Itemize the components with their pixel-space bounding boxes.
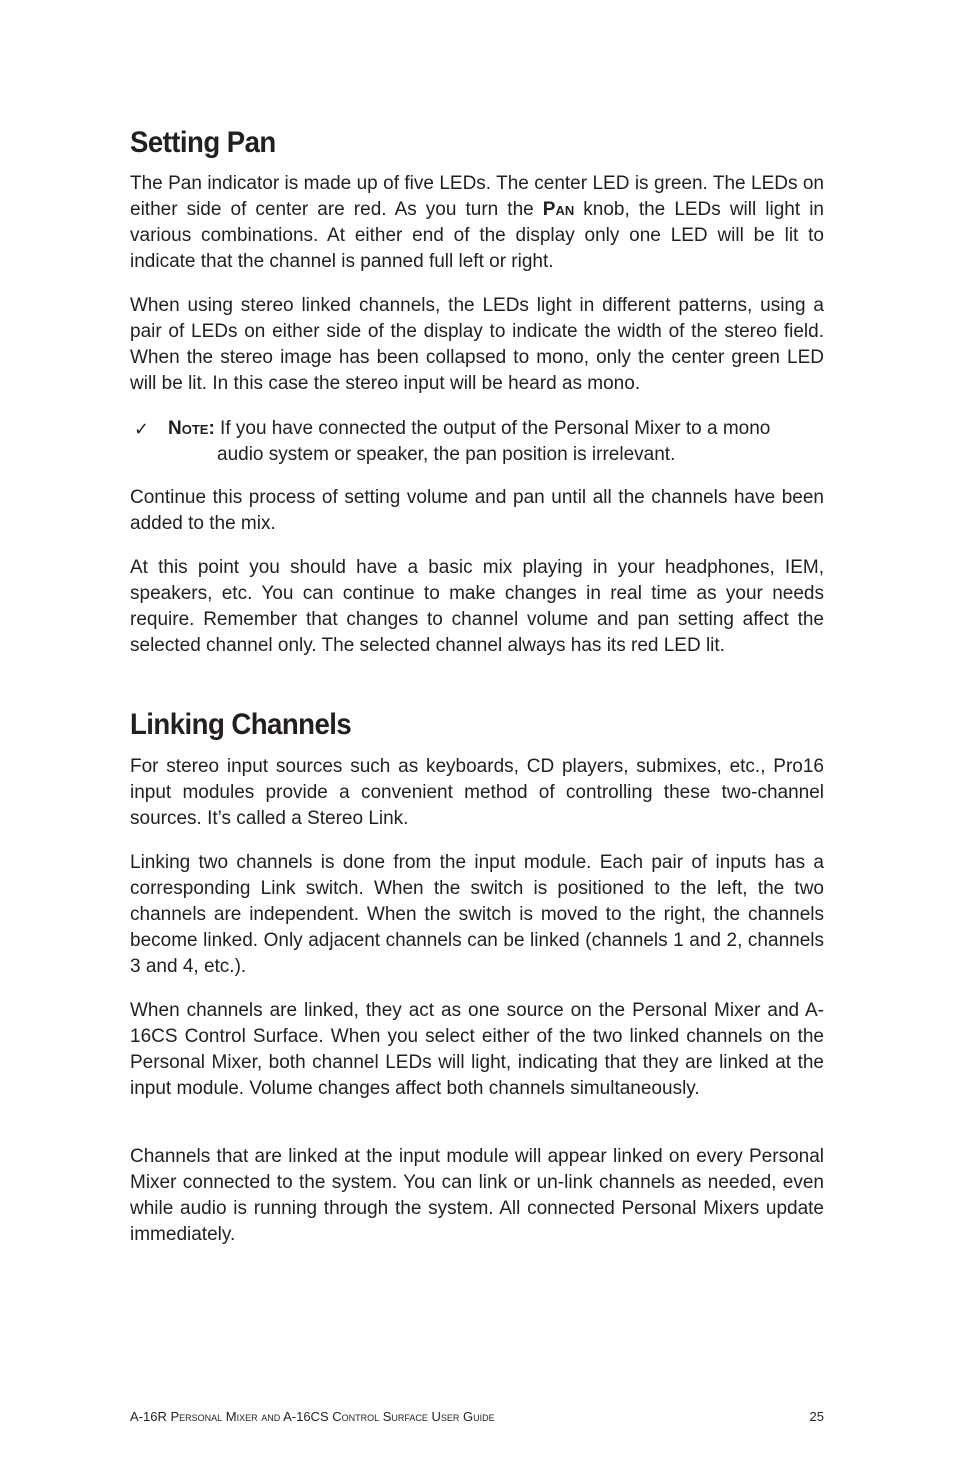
text: At this point you should have a basic mix playing in your headphones, IEM, speakers, etc. You can continue to make changes in real time as your needs require. Remember that changes to channel volume and pan setting affect the selected channel only. The selected channel always has its red LED lit. — [130, 557, 824, 656]
text: Continue this process of setting volume and pan until all the channels have been added to the mix. — [130, 487, 824, 534]
pan-knob-label: Pan — [542, 199, 575, 220]
paragraph-linking-switch — [130, 850, 824, 980]
paragraph-stereo-sources — [130, 754, 824, 832]
text: For stereo input sources such as keyboards, CD players, submixes, etc., Pro16 input modules provide a convenient method of controlling these two-channel sources. It’s called a Stereo Link. — [130, 756, 824, 829]
section-heading-linking-channels: Linking Channels — [130, 708, 352, 741]
note-label: Note: — [168, 418, 215, 439]
paragraph-stereo-linked — [130, 293, 824, 397]
text: The Pan indicator is made up of five LEDs. The center LED is green. The LEDs on either side of center are red. As you turn the — [130, 173, 824, 220]
text: When channels are linked, they act as one source on the Personal Mixer and A-16CS Control Surface. When you select either of the two linked channels on the Personal Mixer, both channel LEDs will light, indicating that they are linked at the input module. Volume changes affect both channels simultaneously. — [130, 1000, 824, 1099]
paragraph-linked-behavior — [130, 998, 824, 1102]
paragraph-basic-mix — [130, 555, 824, 659]
note-text-line2: audio system or speaker, the pan position is irrelevant. — [217, 444, 676, 465]
text: knob, the LEDs will light in various combinations. At either end of the display only one LED will be lit to indicate that the channel is panned full left or right. — [130, 199, 824, 272]
section-heading-setting-pan: Setting Pan — [130, 126, 276, 159]
paragraph-pan-indicator — [130, 171, 824, 275]
text: Channels that are linked at the input module will appear linked on every Personal Mixer connected to the system. You can link or un-link channels as needed, even while audio is running through the system. All connected Personal Mixers update immediately. — [130, 1146, 824, 1245]
paragraph-linked-every-mixer — [130, 1144, 824, 1248]
checkmark-icon: ✓ — [134, 419, 150, 439]
note-block — [130, 416, 824, 468]
text: When using stereo linked channels, the LEDs light in different patterns, using a pair of LEDs on either side of the display to indicate the width of the stereo field. When the stereo image has been collapsed to mono, only the center green LED will be lit. In this case the stereo input will be heard as mono. — [130, 295, 824, 394]
note-text-line1: If you have connected the output of the Personal Mixer to a mono — [214, 418, 771, 439]
paragraph-continue-process — [130, 485, 824, 537]
page-number: 25 — [809, 1409, 824, 1424]
footer-title: A-16R Personal Mixer and A-16CS Control Surface User Guide — [130, 1409, 495, 1424]
text: Linking two channels is done from the input module. Each pair of inputs has a corresponding Link switch. When the switch is positioned to the left, the two channels are independent. When the switch is moved to the right, the channels become linked. Only adjacent channels can be linked (channels 1 and 2, channels 3 and 4, etc.). — [130, 852, 824, 977]
